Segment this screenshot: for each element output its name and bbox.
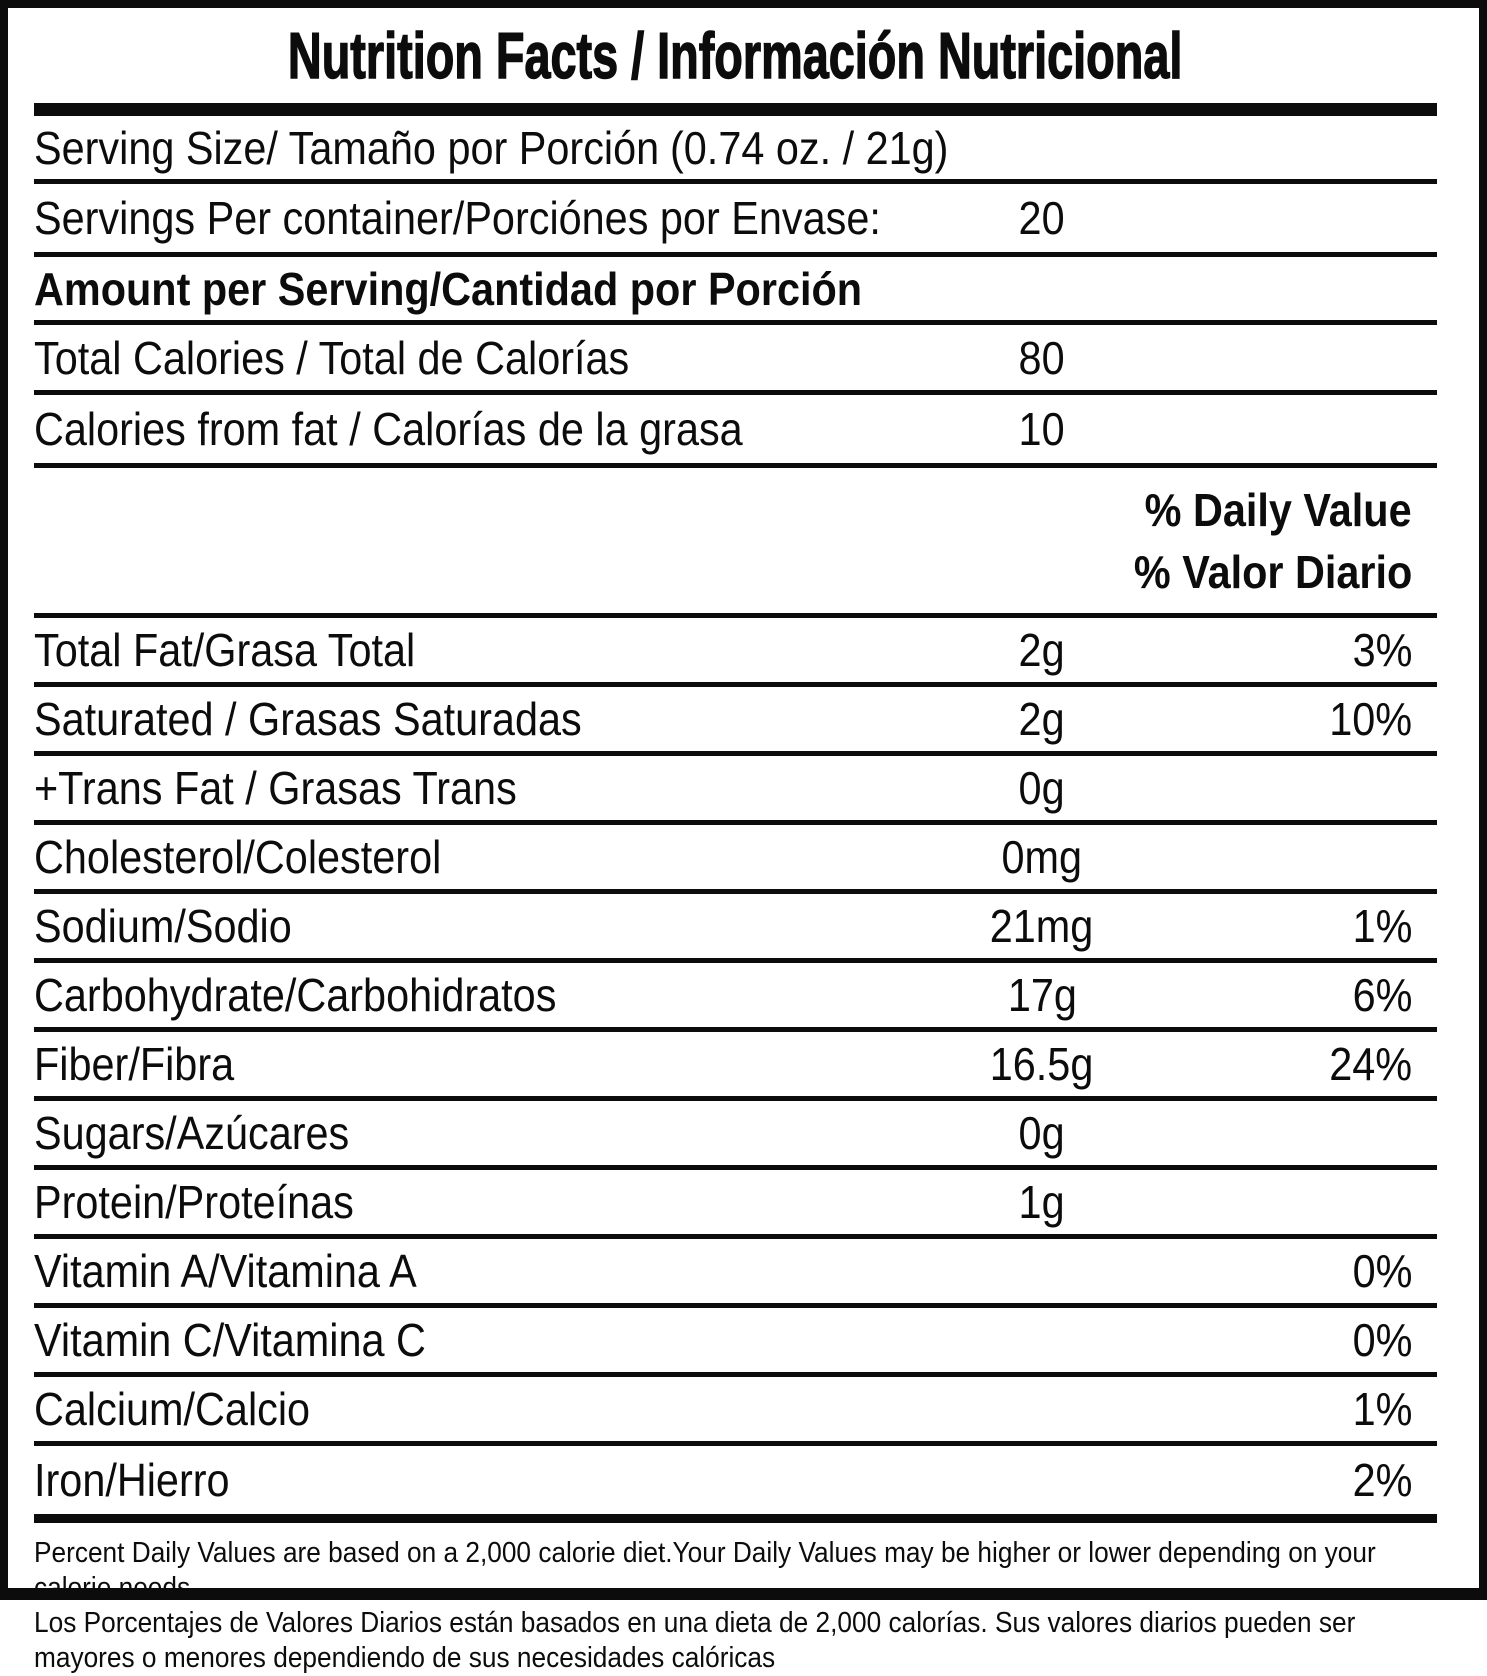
serving-size-value: (0.74 oz. / 21g): [670, 121, 949, 174]
amount-per-serving-label: Amount per Serving/Cantidad por Porción: [34, 262, 863, 315]
total-fat-amount: 2g: [1018, 624, 1066, 676]
row-trans-fat: [34, 756, 1437, 825]
calories-from-fat-label: Calories from fat / Calorías de la grasa: [34, 403, 743, 455]
saturated-fat-dv: 10%: [1329, 693, 1412, 745]
sodium-dv: 1%: [1352, 900, 1412, 952]
row-servings-per-container: [34, 184, 1437, 257]
calcium-label: Calcium/Calcio: [34, 1383, 311, 1435]
total-fat-label: Total Fat/Grasa Total: [34, 624, 416, 676]
calcium-dv: 1%: [1352, 1383, 1412, 1435]
row-serving-size: [34, 116, 1437, 184]
cholesterol-label: Cholesterol/Colesterol: [34, 831, 442, 883]
row-calcium: [34, 1377, 1437, 1446]
footnote-spanish: Los Porcentajes de Valores Diarios están basados en una dieta de 2,000 calorías. Sus valores diarios pueden ser mayores o menores dependiendo de sus necesidades calóricas: [34, 1607, 1356, 1674]
row-vitamin-c: [34, 1308, 1437, 1377]
sugars-label: Sugars/Azúcares: [34, 1107, 350, 1159]
vitamin-a-label: Vitamin A/Vitamina A: [34, 1245, 417, 1297]
row-vitamin-a: [34, 1239, 1437, 1308]
row-sugars: [34, 1101, 1437, 1170]
row-protein: [34, 1170, 1437, 1239]
carbohydrate-label: Carbohydrate/Carbohidratos: [34, 969, 557, 1021]
servings-per-container-value: 20: [1018, 192, 1066, 244]
row-calories-from-fat: [34, 395, 1437, 468]
serving-size-label: Serving Size/ Tamaño por Porción: [34, 121, 660, 174]
servings-per-container-label: Servings Per container/Porciónes por Envase:: [34, 192, 881, 244]
row-saturated-fat: [34, 687, 1437, 756]
sodium-amount: 21mg: [990, 900, 1094, 952]
row-total-calories: [34, 325, 1437, 395]
total-calories-label: Total Calories / Total de Calorías: [34, 331, 630, 384]
row-total-fat: [34, 618, 1437, 687]
fiber-amount: 16.5g: [990, 1038, 1094, 1090]
row-fiber: [34, 1032, 1437, 1101]
carbohydrate-dv: 6%: [1352, 969, 1412, 1021]
vitamin-a-dv: 0%: [1352, 1245, 1412, 1297]
vitamin-c-dv: 0%: [1352, 1314, 1412, 1366]
fiber-label: Fiber/Fibra: [34, 1038, 235, 1090]
title-separator-bar: [34, 103, 1437, 116]
row-iron: [34, 1446, 1437, 1523]
sugars-amount: 0g: [1018, 1107, 1066, 1159]
row-sodium: [34, 894, 1437, 963]
daily-value-header-english: % Daily Value: [1145, 484, 1412, 536]
fiber-dv: 24%: [1329, 1038, 1412, 1090]
protein-label: Protein/Proteínas: [34, 1176, 354, 1228]
page-title: Nutrition Facts / Información Nutricional: [288, 19, 1183, 92]
footnote: [34, 1523, 1437, 1676]
vitamin-c-label: Vitamin C/Vitamina C: [34, 1314, 426, 1366]
cholesterol-amount: 0mg: [1001, 831, 1083, 883]
saturated-fat-label: Saturated / Grasas Saturadas: [34, 693, 582, 745]
iron-label: Iron/Hierro: [34, 1454, 230, 1506]
carbohydrate-amount: 17g: [1007, 969, 1077, 1021]
daily-value-header: [34, 468, 1437, 618]
total-fat-dv: 3%: [1352, 624, 1412, 676]
calories-from-fat-value: 10: [1018, 403, 1066, 455]
trans-fat-amount: 0g: [1018, 762, 1066, 814]
sodium-label: Sodium/Sodio: [34, 900, 292, 952]
row-carbohydrate: [34, 963, 1437, 1032]
trans-fat-label: +Trans Fat / Grasas Trans: [34, 762, 517, 814]
iron-dv: 2%: [1352, 1454, 1412, 1506]
protein-amount: 1g: [1018, 1176, 1066, 1228]
footnote-english: Percent Daily Values are based on a 2,000 calorie diet.Your Daily Values may be higher or lower depending on your calorie needs.: [34, 1537, 1376, 1604]
saturated-fat-amount: 2g: [1018, 693, 1066, 745]
daily-value-header-spanish: % Valor Diario: [1133, 546, 1412, 598]
total-calories-value: 80: [1018, 331, 1066, 384]
label-header: [34, 8, 1437, 103]
row-cholesterol: [34, 825, 1437, 894]
row-amount-per-serving-header: [34, 257, 1437, 325]
